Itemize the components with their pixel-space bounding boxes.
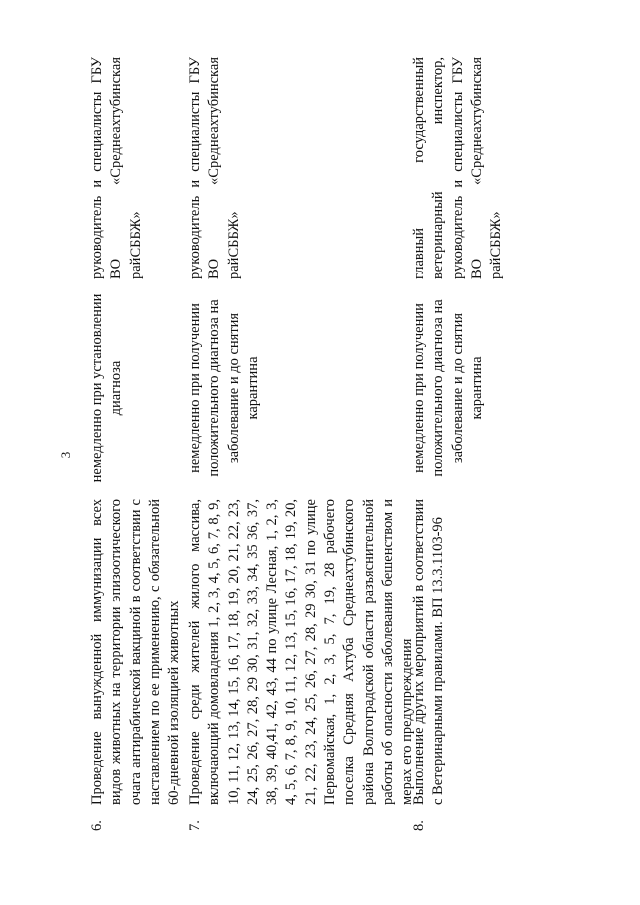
term-text: немедленно при получении положительного диагноза на заболевание и до снятия карантина — [187, 299, 261, 477]
row-number: 6. — [89, 820, 105, 831]
action-text: Выполнение других мероприятий в соответствии с Ветеринарными правилами. ВП 13.3.1103-96 — [411, 499, 447, 805]
term-text: немедленно при установлении диагноза — [89, 293, 125, 483]
responsible-text: главный государственный ветеринарный инспектор, руководитель и специалисты ГБУ ВО «Среднеахтубинская райСББЖ» — [411, 57, 505, 279]
action-text: Проведение среди жителей жилого массива, включающий домовладения 1, 2, 3, 4, 5, 6, 7, 8, 9, 10, 11, 12, 13, 14, 15, 16, 17, 18, 19, 20, 21, 22, 23, 24, 25, 26, 27, 28, 29 30, 31, 32, 33, 34, 35 36, 37, 38, 39, 40,41, 42, 43, 44 по улице Лесная, 1, 2, 3, 4, 5, 6, 7, 8, 9, 10, 11, 12, 13, 15, 16, 17, 18, 19, 20, 21, 22, 23, 24, 25, 26, 27, 28, 29 30, 31 по улице Первомайская, 1, 2, 3, 5, 7, 19, 28 рабочего поселка Средняя Ахтуба Среднеахтубинского района Волгоградской области разъяснительной работы об опасности заболевания бешенством и мерах его предупреждения — [187, 499, 416, 805]
term-text: немедленно при получении положительного диагноза на заболевание и до снятия карантина — [411, 299, 485, 477]
responsible-text: руководитель и специалисты ГБУ ВО «Среднеахтубинская райСББЖ» — [187, 57, 242, 279]
page-number: 3 — [58, 451, 73, 459]
responsible-text: руководитель и специалисты ГБУ ВО «Среднеахтубинская райСББЖ» — [89, 57, 144, 279]
row-number: 7. — [187, 820, 203, 831]
action-text: Проведение вынужденной иммунизации всех видов животных на территории эпизоотического очага антирабической вакциной в соответствии с наставлением по ее применению, с обязательной 60-дневной изоляцией животных — [89, 499, 183, 805]
row-number: 8. — [411, 820, 427, 831]
